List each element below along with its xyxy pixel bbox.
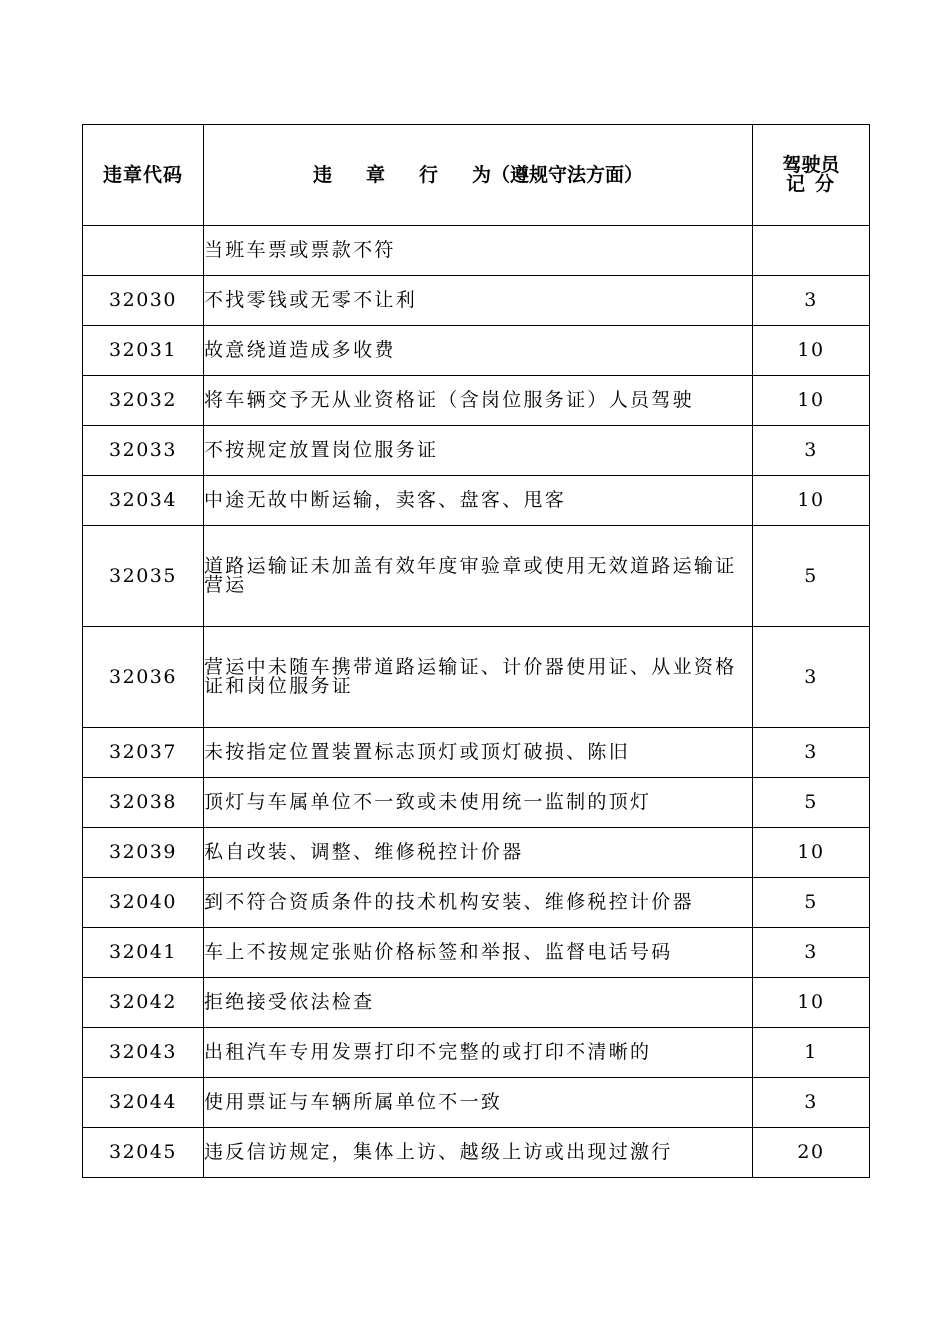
header-violation-code: 违章代码 (83, 125, 204, 226)
violation-code-cell: 32038 (83, 778, 204, 828)
table-row (83, 226, 870, 276)
points-cell: 10 (753, 978, 870, 1028)
points-cell: 20 (753, 1128, 870, 1178)
table-row (83, 376, 870, 426)
table-row (83, 828, 870, 878)
violation-code-cell: 32032 (83, 376, 204, 426)
violation-code-cell: 32030 (83, 276, 204, 326)
violation-desc-cell: 使用票证与车辆所属单位不一致 (204, 1078, 753, 1128)
points-cell: 5 (753, 526, 870, 627)
header-points-line2: 记分 (785, 173, 844, 195)
header-driver-points (753, 125, 870, 226)
violation-code-cell: 32036 (83, 627, 204, 728)
table-row (83, 928, 870, 978)
violation-desc-cell: 营运中未随车携带道路运输证、计价器使用证、从业资格证和岗位服务证 (204, 627, 753, 728)
violation-desc-cell: 不按规定放置岗位服务证 (204, 426, 753, 476)
violation-code-cell: 32042 (83, 978, 204, 1028)
table-row (83, 978, 870, 1028)
table-row (83, 1128, 870, 1178)
violation-desc-cell: 道路运输证未加盖有效年度审验章或使用无效道路运输证营运 (204, 526, 753, 627)
points-cell: 3 (753, 627, 870, 728)
violation-desc-cell: 未按指定位置装置标志顶灯或顶灯破损、陈旧 (204, 728, 753, 778)
violation-desc-cell: 违反信访规定，集体上访、越级上访或出现过激行 (204, 1128, 753, 1178)
points-cell: 3 (753, 426, 870, 476)
table-row (83, 728, 870, 778)
violation-code-cell: 32031 (83, 326, 204, 376)
points-cell: 3 (753, 1078, 870, 1128)
violation-desc-cell: 顶灯与车属单位不一致或未使用统一监制的顶灯 (204, 778, 753, 828)
table-row (83, 476, 870, 526)
violation-desc-cell: 故意绕道造成多收费 (204, 326, 753, 376)
violation-code-cell: 32045 (83, 1128, 204, 1178)
violation-desc-cell: 中途无故中断运输，卖客、盘客、甩客 (204, 476, 753, 526)
points-cell: 5 (753, 878, 870, 928)
violation-desc-cell: 不找零钱或无零不让利 (204, 276, 753, 326)
violation-code-cell: 32040 (83, 878, 204, 928)
points-cell (753, 226, 870, 276)
points-cell: 10 (753, 476, 870, 526)
violation-desc-cell: 将车辆交予无从业资格证（含岗位服务证）人员驾驶 (204, 376, 753, 426)
table-row (83, 326, 870, 376)
points-cell: 5 (753, 778, 870, 828)
table-row (83, 878, 870, 928)
violation-code-cell: 32033 (83, 426, 204, 476)
table-header-row (83, 125, 870, 226)
points-cell: 10 (753, 828, 870, 878)
header-points-line1: 驾驶员 (782, 154, 840, 176)
table-row (83, 627, 870, 728)
points-cell: 1 (753, 1028, 870, 1078)
violation-code-cell: 32039 (83, 828, 204, 878)
violation-desc-cell: 出租汽车专用发票打印不完整的或打印不清晰的 (204, 1028, 753, 1078)
violation-code-cell: 32037 (83, 728, 204, 778)
header-desc-part: 行 (419, 163, 439, 186)
table-row (83, 276, 870, 326)
violation-desc-cell: 拒绝接受依法检查 (204, 978, 753, 1028)
violation-points-table (82, 124, 870, 1178)
points-cell: 10 (753, 326, 870, 376)
violation-desc-cell: 车上不按规定张贴价格标签和举报、监督电话号码 (204, 928, 753, 978)
violation-desc-cell: 当班车票或票款不符 (204, 226, 753, 276)
table-row (83, 1078, 870, 1128)
table-row (83, 426, 870, 476)
violation-code-cell: 32043 (83, 1028, 204, 1078)
header-desc-part: 违 (312, 163, 332, 186)
points-cell: 10 (753, 376, 870, 426)
violation-code-cell: 32034 (83, 476, 204, 526)
table-row (83, 1028, 870, 1078)
violation-code-cell: 32035 (83, 526, 204, 627)
violation-desc-cell: 私自改装、调整、维修税控计价器 (204, 828, 753, 878)
violation-table-page (82, 124, 869, 1178)
header-violation-behavior (204, 125, 753, 226)
points-cell: 3 (753, 928, 870, 978)
violation-code-cell (83, 226, 204, 276)
table-row (83, 526, 870, 627)
points-cell: 3 (753, 728, 870, 778)
header-desc-part: 章 (365, 163, 385, 186)
points-cell: 3 (753, 276, 870, 326)
table-row (83, 778, 870, 828)
violation-desc-cell: 到不符合资质条件的技术机构安装、维修税控计价器 (204, 878, 753, 928)
violation-code-cell: 32044 (83, 1078, 204, 1128)
header-desc-part: 为（遵规守法方面） (472, 163, 644, 186)
violation-code-cell: 32041 (83, 928, 204, 978)
